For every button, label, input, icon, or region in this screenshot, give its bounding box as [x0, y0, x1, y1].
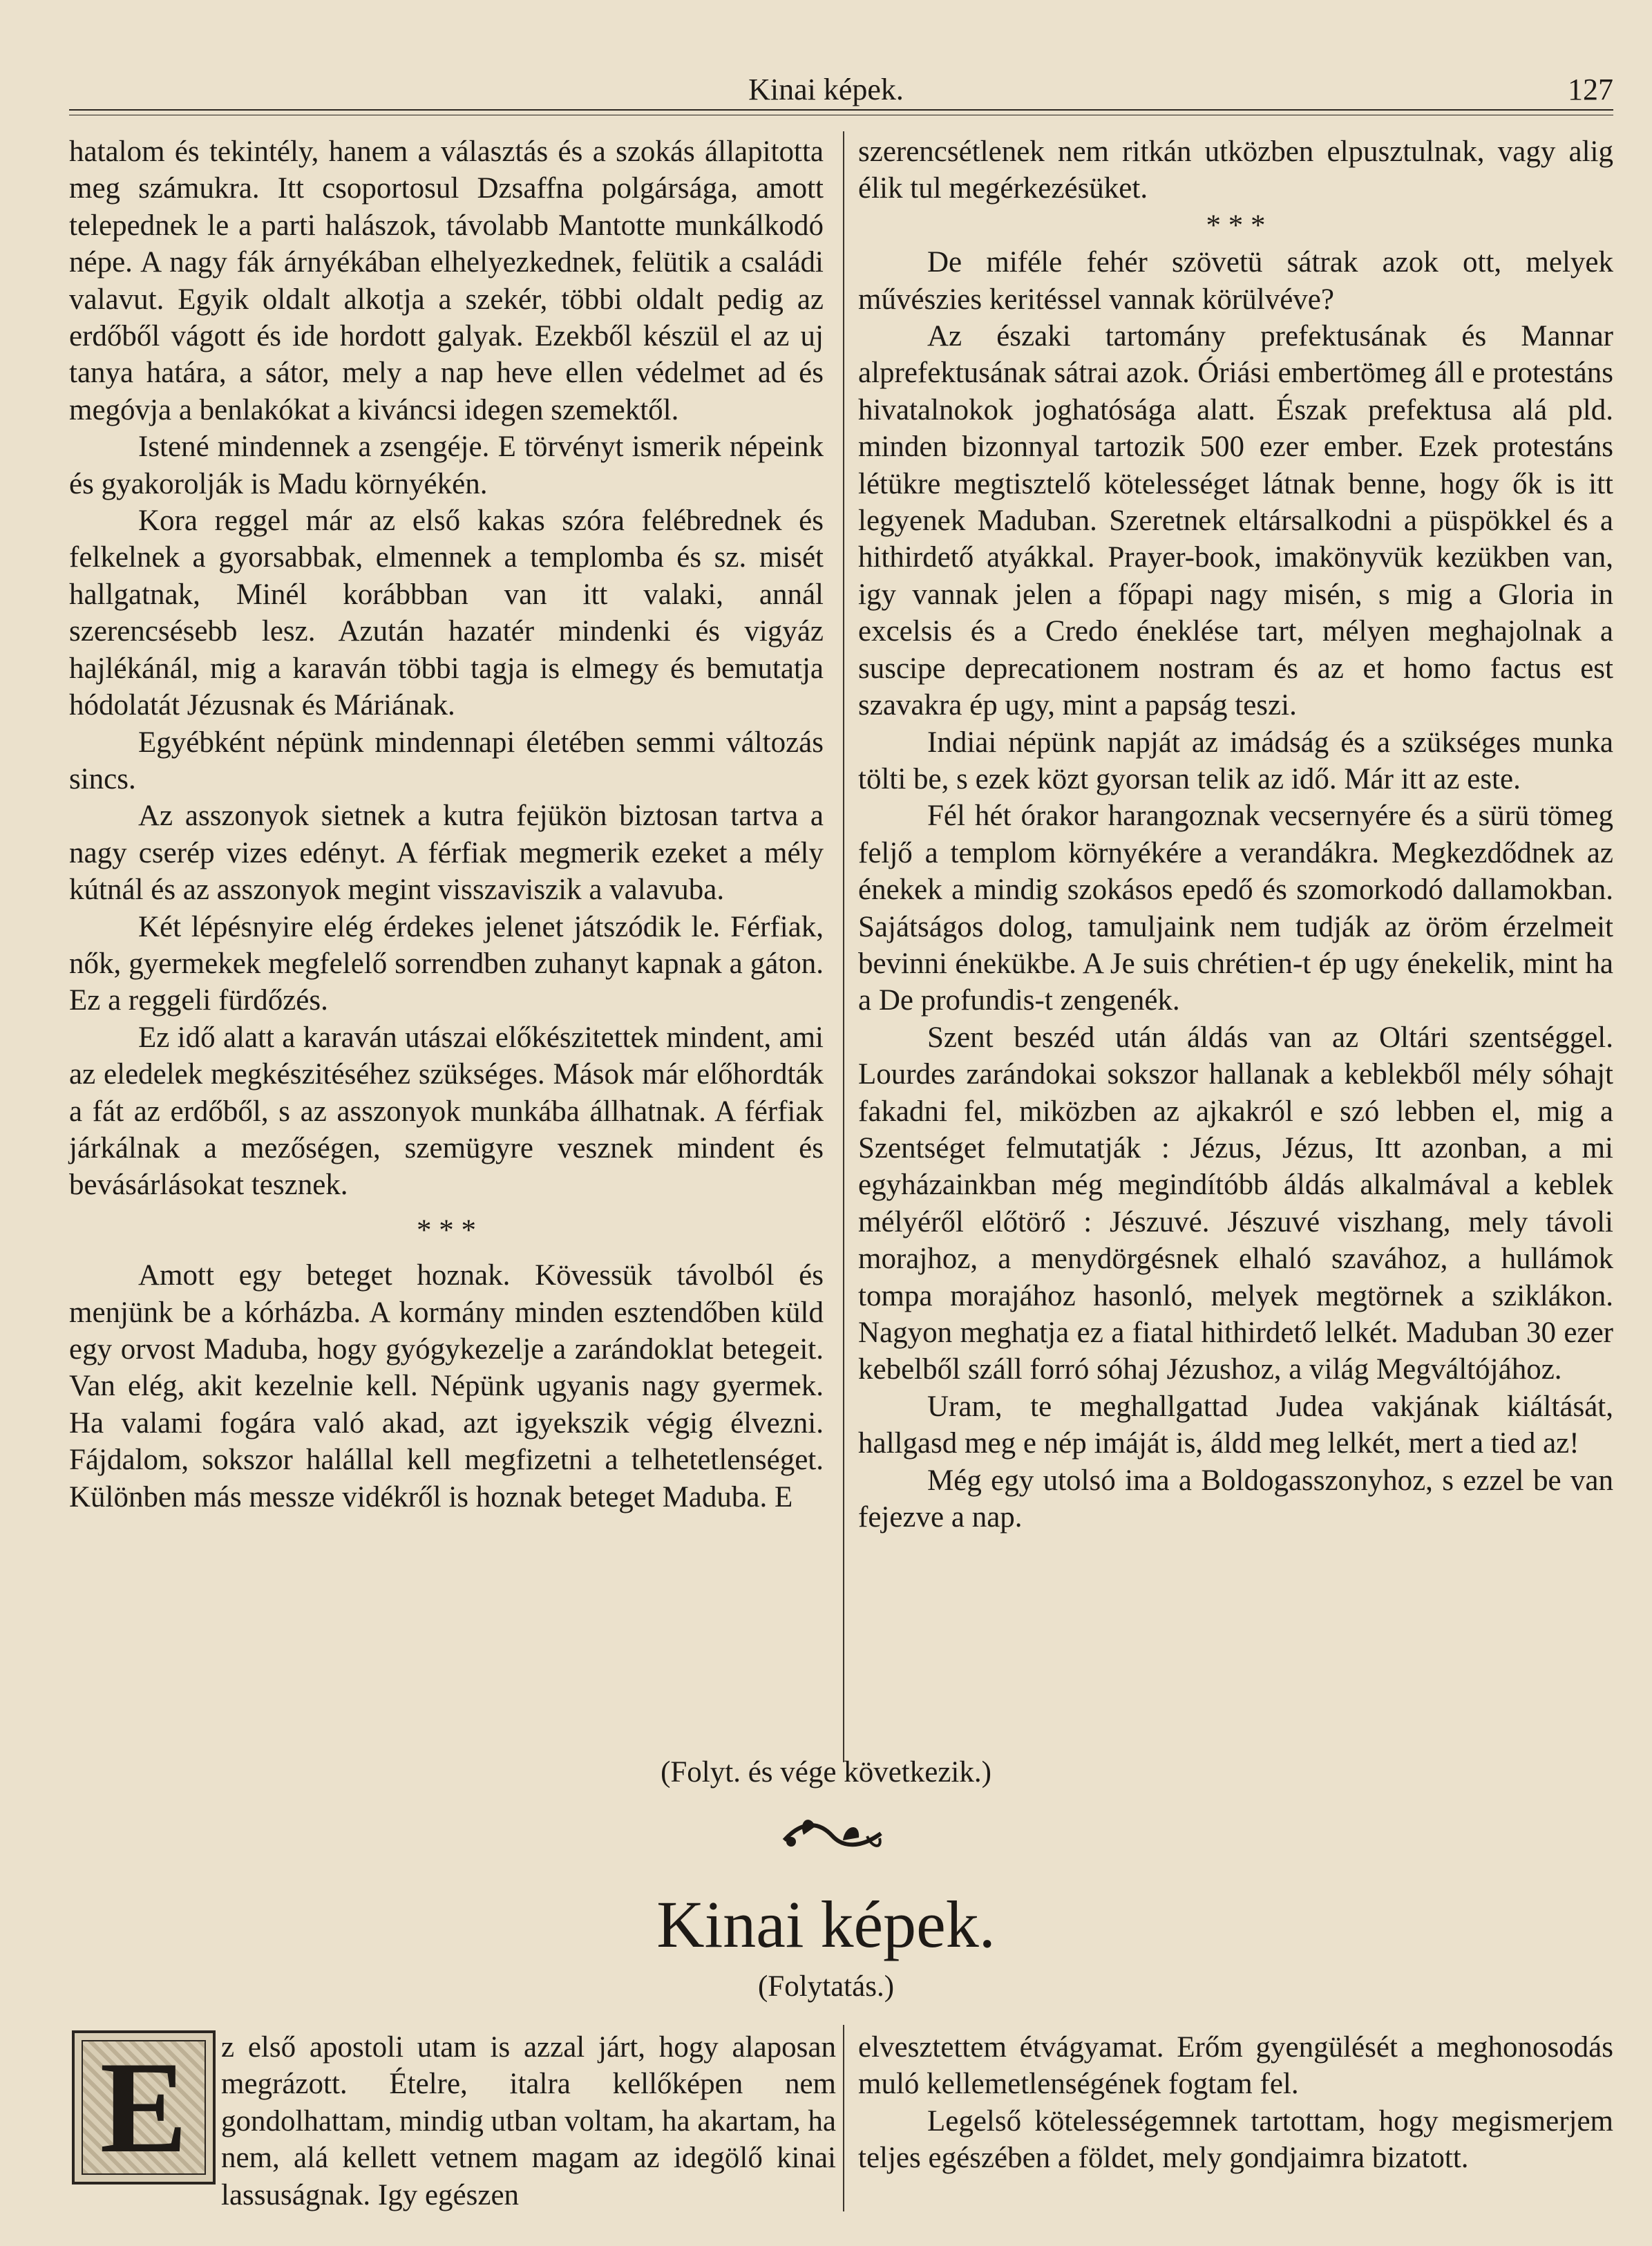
right-column	[858, 133, 1613, 1536]
paragraph: Ez idő alatt a karaván utászai előkészitettek mindent, ami az eledelek megkészitéséhez szükséges. Mások már előhordták a fát az erdőből, s az asszonyok munkába állhatnak. A férfiak járkálnak a mezőségen, szemügyre vesznek mindent és bevásárlásokat tesznek.	[69, 1021, 824, 1202]
paragraph: Fél hét órakor harangoznak vecsernyére és a sürü tömeg feljő a templom környékére a verandákra. Megkezdődnek az énekek a mindig szokásos epedő és szomorkodó dallamokban. Sajátságos dolog, tamuljaink nem tudják az öröm érzelmeit bevinni énekükbe. A Je suis chrétien-t ép ugy énekelik, mint ha a De profundis-t zengenék.	[858, 800, 1613, 1017]
paragraph: Kora reggel már az első kakas szóra felébrednek és felkelnek a gyorsabbak, elmennek a templomba és sz. misét hallgatnak, Minél korábbban van itt valaki, annál szerencsésebb lesz. Azután hazatér mindenki és vigyáz hajlékánál, mig a karaván többi tagja is elmegy és bemutatja hódolatát Jézusnak és Máriának.	[69, 504, 824, 722]
header-rule	[69, 109, 1613, 111]
paragraph: Az asszonyok sietnek a kutra fejükön biztosan tartva a nagy cserép vizes edényt. A férfiak megmerik ezeket a mély kútnál és az asszonyok megint visszaviszik a valavuba.	[69, 800, 824, 907]
decorative-drop-cap	[72, 2030, 216, 2184]
page-number: 127	[1568, 73, 1613, 106]
paragraph: Indiai népünk napját az imádság és a szükséges munka tölti be, s ezek közt gyorsan telik az idő. Már itt az este.	[858, 726, 1613, 795]
article-subtitle: (Folytatás.)	[757, 1970, 895, 2003]
paragraph: De miféle fehér szövetü sátrak azok ott, melyek művészies keritéssel vannak körülvéve?	[858, 246, 1613, 316]
paragraph: Amott egy beteget hoznak. Kövessük távolból és menjünk be a kórházba. A kormány minden esztendőben küld egy orvost Maduba, hogy gyógykezelje a zarándoklat betegeit. Van elég, akit kezelnie kell. Népünk ugyanis nagy gyermek. Ha valami fogára való akad, azt igyekszik végig élvezni. Fájdalom, sokszor halállal kell megfizetni a telhetetlenséget. Különben más messze vidékről is hoznak beteget Maduba. E	[69, 1259, 824, 1513]
new-article-right-column	[858, 2029, 1613, 2177]
paragraph: hatalom és tekintély, hanem a választás és a szokás állapitotta meg számukra. Itt csoportosul Dzsaffna polgársága, amott telepednek le a parti halászok, távolabb Mantotte munkálkodó népe. A nagy fák árnyékában elhelyezkednek, felütik a családi valavut. Egyik oldalt alkotja a szekér, többi oldalt pedig az erdőből vágott és ide hordott galyak. Ezekből készül el az uj tanya határa, a sátor, mely a nap heve ellen védelmet ad és megóvja a benlakókat a kiváncsi idegen szemektől.	[69, 135, 824, 426]
paragraph: z első apostoli utam is azzal járt, hogy alaposan megrázott. Ételre, italra kellőképen nem gondolhattam, mindig utban voltam, ha akartam, ha nem, alá kellett vetnem magam az idegölő kinai lassuságnak. Igy egészen	[221, 2031, 836, 2211]
paragraph: Még egy utolsó ima a Boldogasszonyhoz, s ezzel be van fejezve a nap.	[858, 1464, 1613, 1534]
paragraph: Uram, te meghallgattad Judea vakjának kiáltását, hallgasd meg e nép imáját is, áldd meg lelkét, mert a tied az!	[858, 1390, 1613, 1460]
continued-note: (Folyt. és vége következik.)	[661, 1756, 991, 1789]
column-divider	[843, 131, 844, 1762]
paragraph: Istené mindennek a zsengéje. E törvényt ismerik népeink és gyakorolják is Madu környékén.	[69, 431, 824, 500]
paragraph: Szent beszéd után áldás van az Oltári szentséggel. Lourdes zarándokai sokszor hallanak a keblekből mély sóhajt fakadni fel, miközben az ajkakról e szó lebben el, mig a Szentséget felmutatják : Jézus, Jézus, Itt azonban, a mi egyházainkban még megindítóbb áldás alkalmával a keblek mélyéről előtörő : Jészuvé. Jészuvé viszhang, mely távoli morajhoz, a menydörgésnek elhaló szavához, a hullámok tompa morajához hasonló, melyek megtörnek a sziklákon. Nagyon meghatja ez a fiatal hithirdető lelkét. Maduban 30 ezer kebelből száll forró sóhaj Jézushoz, a világ Megváltójához.	[858, 1021, 1613, 1386]
running-header-title: Kinai képek.	[748, 73, 904, 106]
paragraph: Két lépésnyire elég érdekes jelenet játszódik le. Férfiak, nők, gyermekek megfelelő sorrendben zuhanyt kapnak a gáton. Ez a reggeli fürdőzés.	[69, 910, 824, 1017]
drop-cap-paragraph	[221, 2029, 836, 2211]
paragraph: Az északi tartomány prefektusának és Mannar alprefektusának sátrai azok. Óriási embertömeg áll e protestáns hivatalnokok joghatósága alatt. Észak prefektusa alá pld. minden bizonnyal tartozik 500 ezer ember. Ezek protestáns létükre megtisztelő kötelességet látnak benne, hogy ők is itt legyenek Maduban. Szeretnek eltársalkodni a püspökkel és a hithirdető atyákkal. Prayer-book, imakönyvük kezükben van, igy vannak jelen a főpapi nagy misén, s mig a Gloria in excelsis és a Credo éneklése tart, mélyen meghajolnak a suscipe deprecationem nostram és az et homo factus est szavakra ép ugy, mint a papság teszi.	[858, 320, 1613, 722]
paragraph: elvesztettem étvágyamat. Erőm gyengülését a meghonosodás muló kellemetlenségének fogtam fel.	[858, 2031, 1613, 2101]
article-title: Kinai képek.	[656, 1887, 996, 1961]
paragraph: Legelső kötelességemnek tartottam, hogy megismerjem teljes egészében a földet, mely gondjaimra bizatott.	[858, 2104, 1613, 2175]
drop-cap-letter: E	[99, 2035, 188, 2180]
section-break: * * *	[417, 1214, 476, 1247]
left-column	[69, 133, 824, 1516]
section-break: * * *	[1206, 209, 1266, 242]
paragraph: szerencsétlenek nem ritkán utközben elpusztulnak, vagy alig élik tul megérkezésüket.	[858, 135, 1613, 205]
column-divider-lower	[843, 2025, 844, 2211]
floral-ornament-icon	[777, 1807, 888, 1862]
paragraph: Egyébként népünk mindennapi életében semmi változás sincs.	[69, 726, 824, 795]
